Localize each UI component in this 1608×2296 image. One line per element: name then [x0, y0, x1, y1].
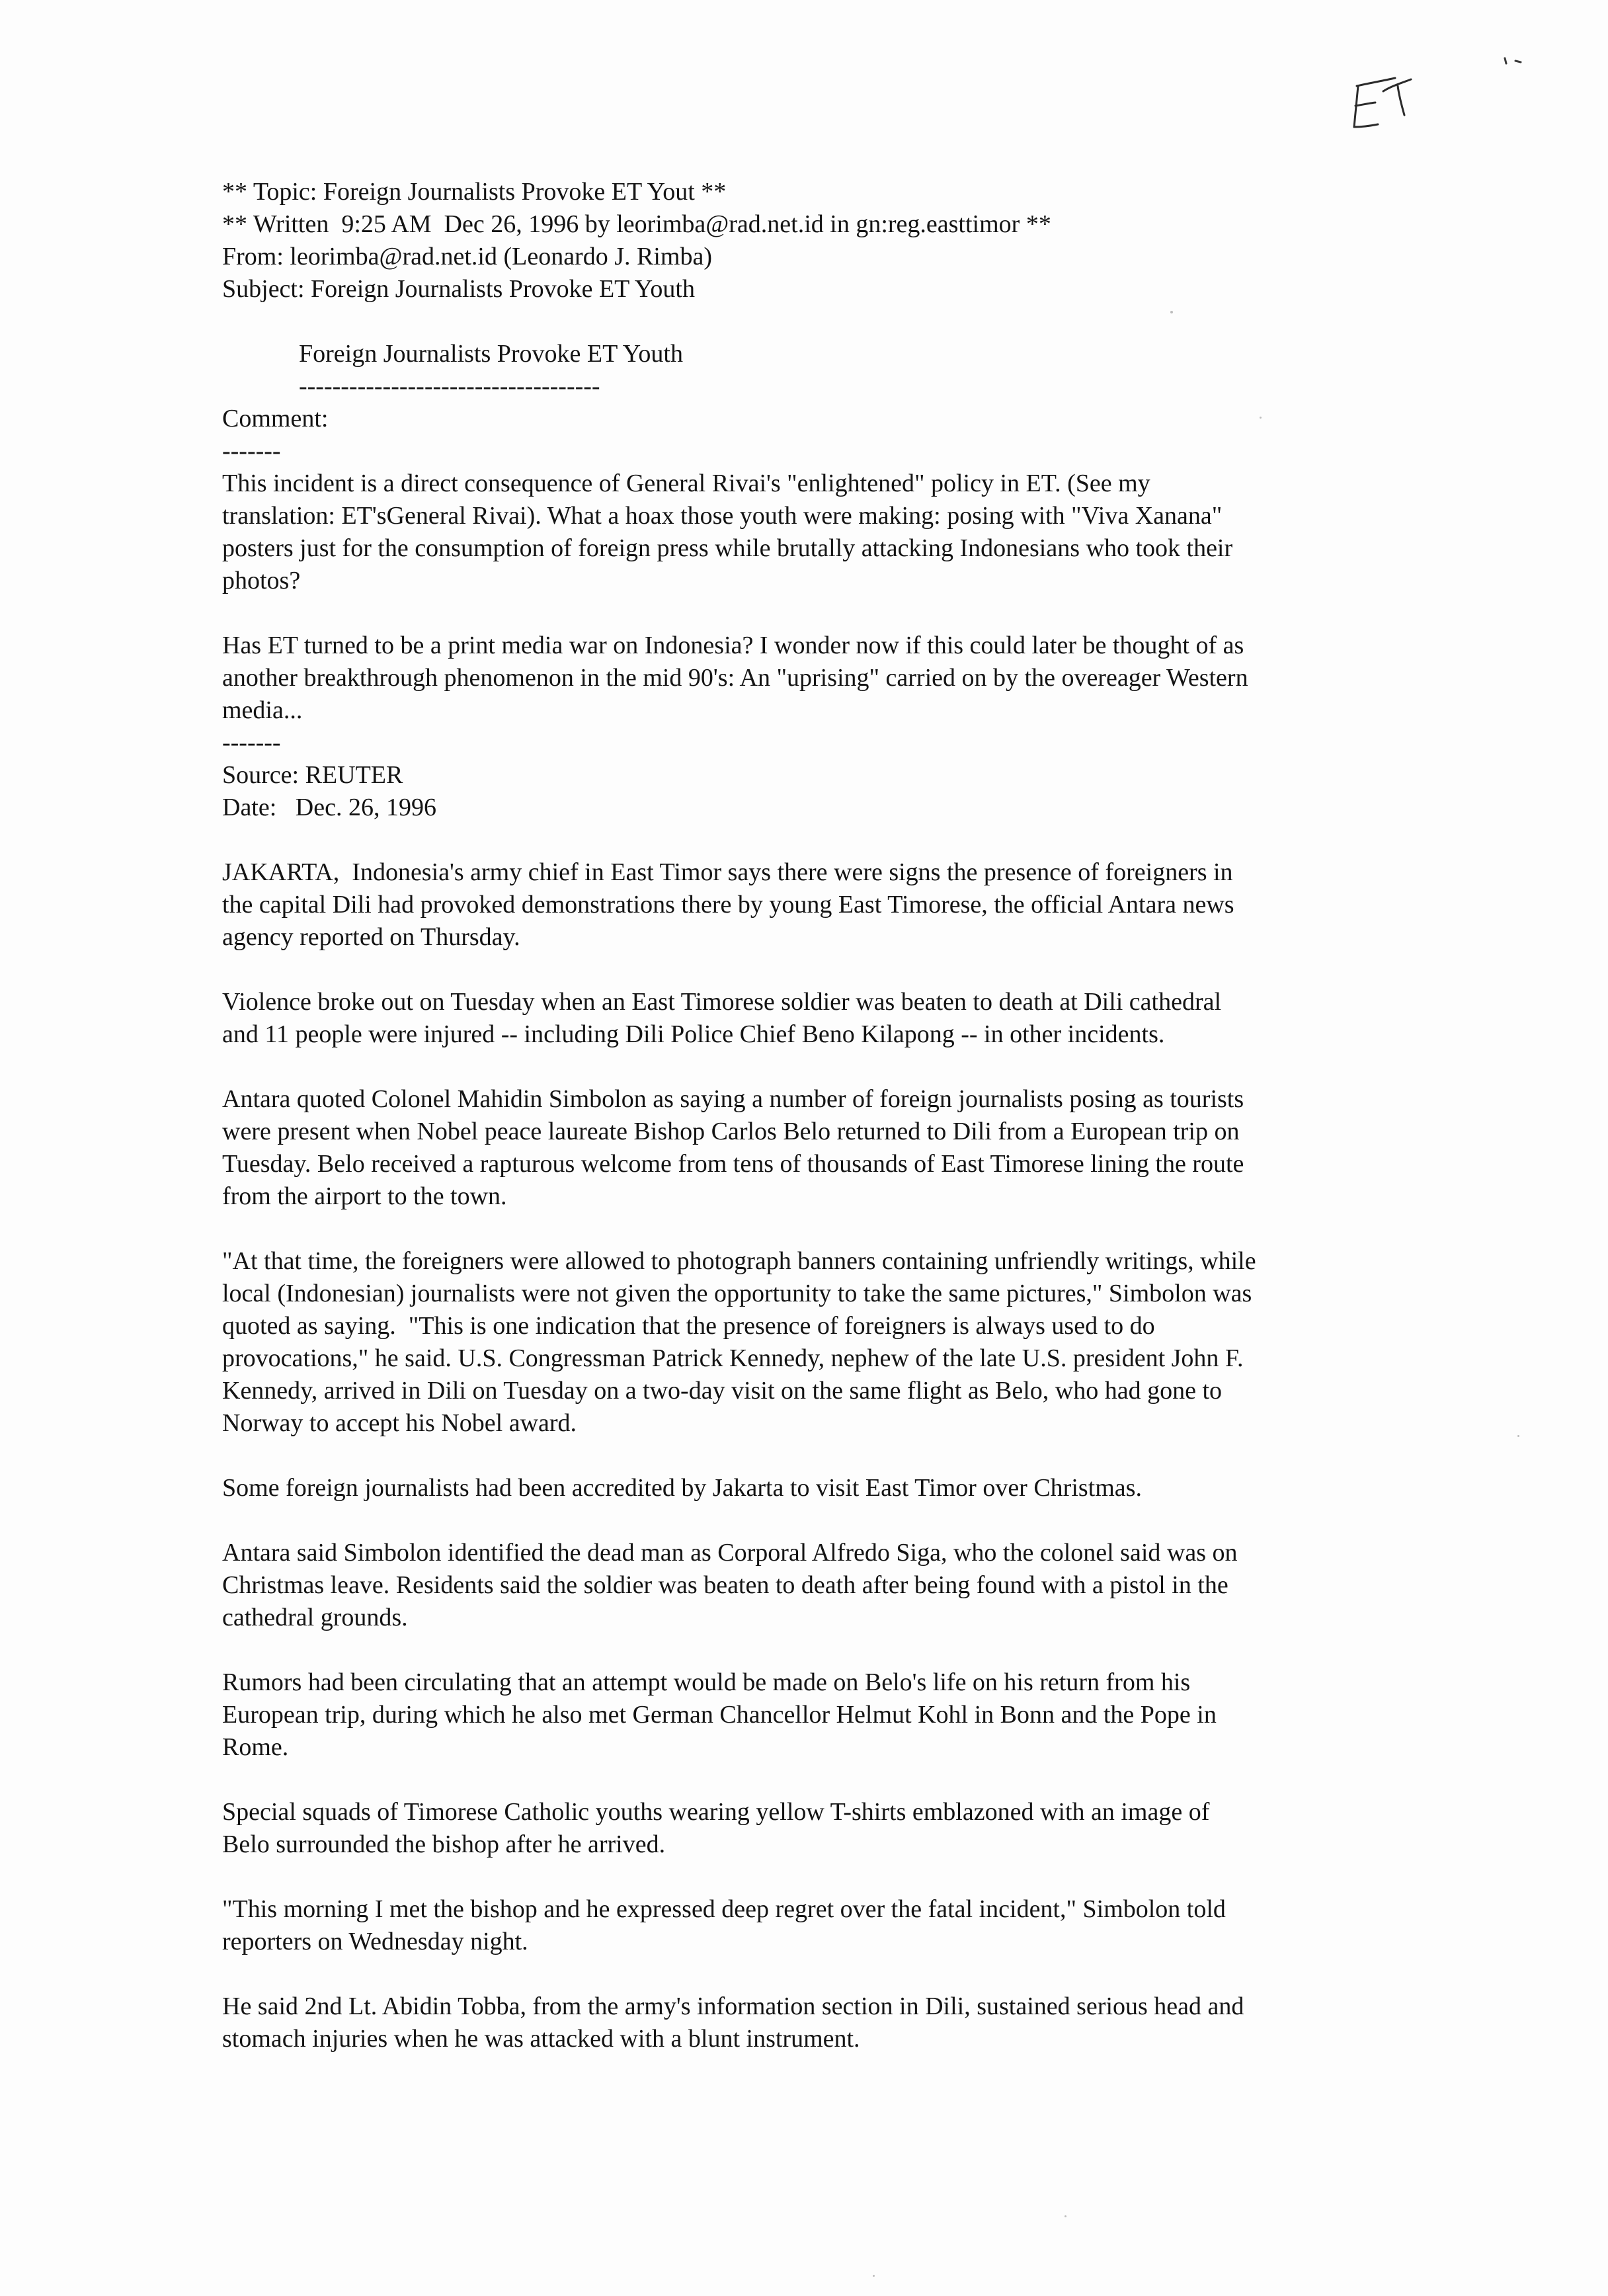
date-line: Date: Dec. 26, 1996 [222, 794, 436, 821]
article-title: Foreign Journalists Provoke ET Youth [299, 340, 683, 368]
comment-label: Comment: [222, 405, 329, 432]
text-line: the capital Dili had provoked demonstrations there by young East Timorese, the official Antara news [222, 891, 1234, 919]
text-line: Christmas leave. Residents said the soldier was beaten to death after being found with a pistol in the [222, 1571, 1228, 1599]
text-line: Kennedy, arrived in Dili on Tuesday on a two-day visit on the same flight as Belo, who had gone to [222, 1377, 1223, 1405]
text-line: from the airport to the town. [222, 1182, 507, 1210]
text-line: provocations," he said. U.S. Congressman Patrick Kennedy, nephew of the late U.S. president John F. [222, 1344, 1244, 1372]
comment-paragraph-1 [222, 468, 1426, 597]
text-line: Has ET turned to be a print media war on Indonesia? I wonder now if this could later be thought of as [222, 632, 1244, 659]
scan-speck [873, 2275, 875, 2277]
text-line: Belo surrounded the bishop after he arrived. [222, 1830, 666, 1858]
text-line: European trip, during which he also met German Chancellor Helmut Kohl in Bonn and the Pope in [222, 1701, 1217, 1729]
article-paragraph [222, 1083, 1426, 1213]
text-line: "This morning I met the bishop and he expressed deep regret over the fatal incident," Simbolon told [222, 1895, 1226, 1923]
comment-paragraph-2 [222, 630, 1426, 727]
text-line: This incident is a direct consequence of General Rivai's "enlightened" policy in ET. (See my [222, 470, 1150, 497]
article-paragraph [222, 1893, 1426, 1958]
text-line: stomach injuries when he was attacked with a blunt instrument. [222, 2025, 860, 2053]
comment-separator-bottom: ------- [222, 729, 281, 757]
article-paragraph [222, 986, 1426, 1051]
text-line: Violence broke out on Tuesday when an East Timorese soldier was beaten to death at Dili cathedral [222, 988, 1222, 1016]
document-text [222, 176, 1426, 2088]
text-line: media... [222, 696, 303, 724]
text-line: and 11 people were injured -- including Dili Police Chief Beno Kilapong -- in other incidents. [222, 1020, 1165, 1048]
text-line: another breakthrough phenomenon in the mid 90's: An "uprising" carried on by the overeager Western [222, 664, 1248, 692]
article-paragraph [222, 1245, 1426, 1440]
spacer [222, 306, 1426, 338]
text-line: photos? [222, 567, 301, 594]
article-paragraph [222, 1472, 1426, 1504]
text-line: Rome. [222, 1733, 289, 1761]
text-line: JAKARTA, Indonesia's army chief in East Timor says there were signs the presence of foreigners in [222, 858, 1233, 886]
text-line: reporters on Wednesday night. [222, 1928, 528, 1955]
scan-speck [1065, 2215, 1066, 2217]
text-line: "At that time, the foreigners were allowed to photograph banners containing unfriendly writings, while [222, 1247, 1256, 1275]
text-line: Some foreign journalists had been accredited by Jakarta to visit East Timor over Christmas. [222, 1474, 1142, 1502]
source-line: Source: REUTER [222, 761, 403, 789]
text-line: Antara quoted Colonel Mahidin Simbolon as saying a number of foreign journalists posing as tourists [222, 1085, 1244, 1113]
text-line: posters just for the consumption of foreign press while brutally attacking Indonesians who took their [222, 534, 1233, 562]
article-paragraph [222, 1990, 1426, 2055]
text-line: Special squads of Timorese Catholic youths wearing yellow T-shirts emblazoned with an image of [222, 1798, 1210, 1826]
text-line: He said 2nd Lt. Abidin Tobba, from the army's information section in Dili, sustained serious head and [222, 1992, 1244, 2020]
topic-line: ** Topic: Foreign Journalists Provoke ET Yout ** [222, 178, 727, 206]
article-title-block [222, 338, 1426, 403]
text-line: Rumors had been circulating that an attempt would be made on Belo's life on his return from his [222, 1668, 1191, 1696]
article-paragraph [222, 1537, 1426, 1634]
title-underline: ------------------------------------ [299, 372, 600, 400]
from-line: From: leorimba@rad.net.id (Leonardo J. Rimba) [222, 243, 712, 270]
text-line: Antara said Simbolon identified the dead man as Corporal Alfredo Siga, who the colonel said was on [222, 1539, 1238, 1567]
article-paragraph [222, 856, 1426, 954]
text-line: were present when Nobel peace laureate Bishop Carlos Belo returned to Dili from a European trip on [222, 1118, 1240, 1145]
text-line: cathedral grounds. [222, 1604, 408, 1631]
text-line: local (Indonesian) journalists were not given the opportunity to take the same pictures," Simbolon was [222, 1280, 1252, 1307]
handwritten-et-mark [1342, 66, 1422, 139]
written-line: ** Written 9:25 AM Dec 26, 1996 by leorimba@rad.net.id in gn:reg.easttimor ** [222, 210, 1051, 238]
comment-separator-top: ------- [222, 437, 281, 465]
message-header [222, 176, 1426, 306]
article-paragraph [222, 1666, 1426, 1764]
article-paragraph [222, 1796, 1426, 1861]
corner-pen-marks [1501, 53, 1541, 73]
text-line: translation: ET'sGeneral Rivai). What a hoax those youth were making: posing with "Viva Xanana" [222, 502, 1223, 530]
text-line: agency reported on Thursday. [222, 923, 520, 951]
scan-speck [1517, 1435, 1519, 1437]
text-line: Tuesday. Belo received a rapturous welcome from tens of thousands of East Timorese lining the route [222, 1150, 1244, 1178]
subject-line: Subject: Foreign Journalists Provoke ET Youth [222, 275, 695, 303]
source-block [222, 759, 1426, 824]
text-line: quoted as saying. "This is one indication that the presence of foreigners is always used to do [222, 1312, 1155, 1340]
text-line: Norway to accept his Nobel award. [222, 1409, 577, 1437]
